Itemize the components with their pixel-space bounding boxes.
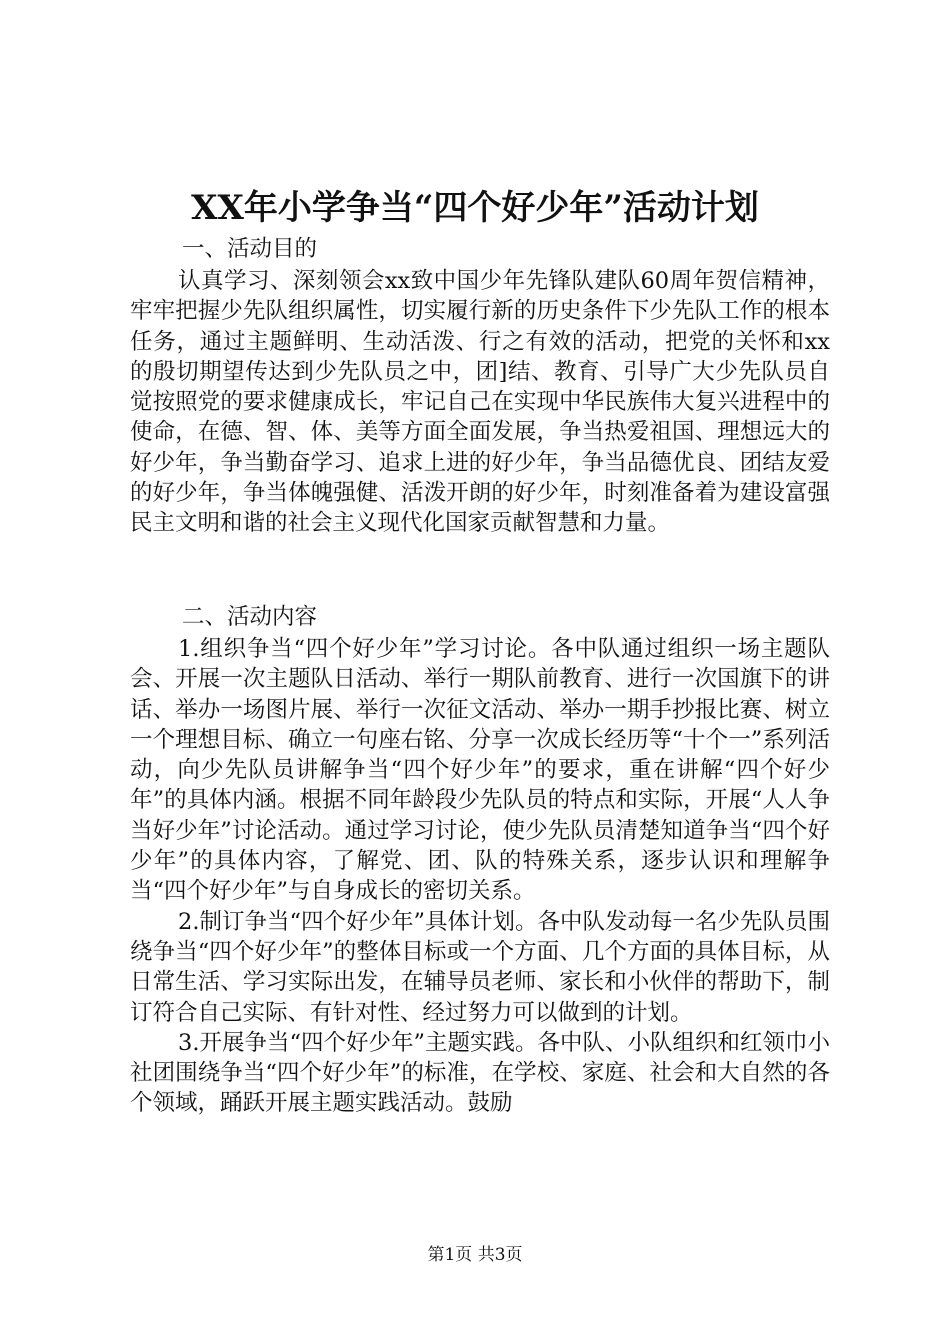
content-item-1: 1.组织争当“四个好少年”学习讨论。各中队通过组织一场主题队会、开展一次主题队日活动、举行一期队前教育、进行一次国旗下的讲话、举办一场图片展、举行一次征文活动、举办一期手抄报比赛、树立一个理想目标、确立一句座右铭、分享一次成长经历等“十个一”系列活动，向少先队员讲解争当“四个好少年”的要求，重在讲解“四个好少年”的具体内涵。根据不同年龄段少先队员的特点和实际，开展“人人争当好少年”讨论活动。通过学习讨论，使少先队员清楚知道争当“四个好少年”的具体内容，了解党、团、队的特殊关系，逐步认识和理解争当“四个好少年”与自身成长的密切关系。 [130, 636, 830, 905]
section-content-body [130, 634, 830, 1119]
document-title: XX年小学争当“四个好少年”活动计划 [191, 188, 759, 228]
content-item-2: 2.制订争当“四个好少年”具体计划。各中队发动每一名少先队员围绕争当“四个好少年”的整体目标或一个方面、几个方面的具体目标，从日常生活、学习实际出发，在辅导员老师、家长和小伙伴的帮助下，制订符合自己实际、有针对性、经过努力可以做到的计划。 [130, 908, 830, 1026]
section-heading-purpose: 一、活动目的 [182, 236, 318, 262]
content-item-3: 3.开展争当“四个好少年”主题实践。各中队、小队组织和红领巾小社团围绕争当“四个好少年”的标准，在学校、家庭、社会和大自然的各个领域，踊跃开展主题实践活动。鼓励 [130, 1029, 830, 1117]
purpose-paragraph: 认真学习、深刻领会xx致中国少年先锋队建队60周年贺信精神，牢牢把握少先队组织属性，切实履行新的历史条件下少先队工作的根本任务，通过主题鲜明、生动活泼、行之有效的活动，把党的关怀和xx的殷切期望传达到少先队员之中，团]结、教育、引导广大少先队员自觉按照党的要求健康成长，牢记自己在实现中华民族伟大复兴进程中的使命，在德、智、体、美等方面全面发展，争当热爱祖国、理想远大的好少年，争当勤奋学习、追求上进的好少年，争当品德优良、团结友爱的好少年，争当体魄强健、活泼开朗的好少年，时刻准备着为建设富强民主文明和谐的社会主义现代化国家贡献智慧和力量。 [130, 268, 830, 537]
page-footer: 第1页 共3页 [427, 1245, 523, 1265]
section-purpose-body [130, 266, 830, 539]
section-heading-content: 二、活动内容 [182, 604, 318, 630]
